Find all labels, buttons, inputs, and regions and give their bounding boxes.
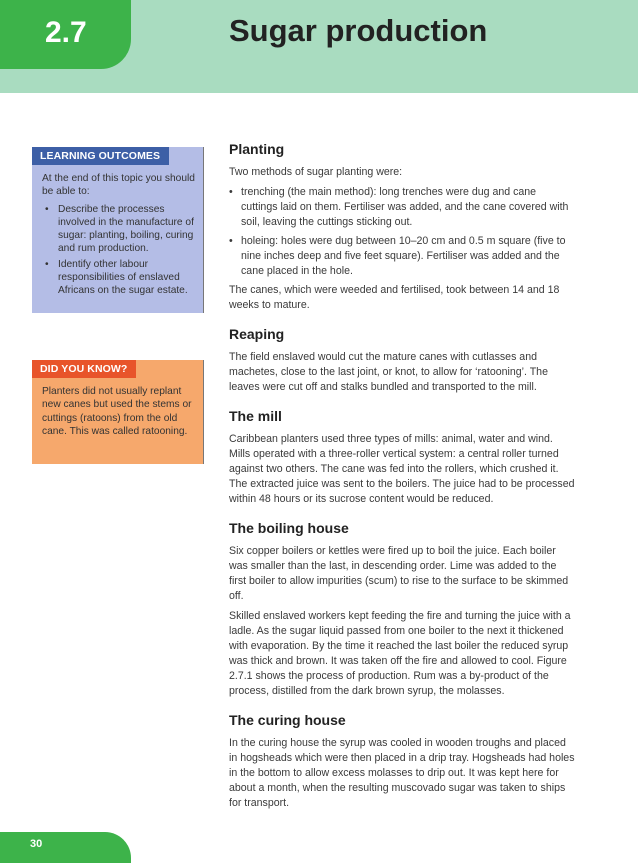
learning-outcomes-list — [42, 203, 202, 298]
paragraph: Skilled enslaved workers kept feeding the fire and turning the juice with a ladle. As the sugar liquid passed from one boiler to the next it thickened with evaporation. By the time it reached the last boiler the reduced syrup was thick and brown. It was taken off the fire and allowed to cool. Figure 2.7.1 shows the process of production. Rum was a by-product of the process, distilled from the dark brown syrup, the molasses. — [229, 610, 571, 697]
page-title: Sugar production — [229, 13, 488, 48]
section-reaping — [229, 326, 575, 395]
section-heading: The boiling house — [229, 520, 349, 536]
did-you-know-box — [32, 360, 204, 464]
learning-outcomes-box — [32, 147, 204, 313]
section-mill — [229, 408, 575, 507]
paragraph: The canes, which were weeded and fertilised, took between 14 and 18 weeks to mature. — [229, 284, 560, 311]
section-planting — [229, 141, 575, 313]
paragraph: In the curing house the syrup was cooled in wooden troughs and placed in hogsheads which were then placed in a drip tray. Hogsheads had holes in the bottom to allow excess molasses to drip out. It was kept here for about a month, when the resulting muscovado sugar was taken to ships for transport. — [229, 737, 575, 809]
main-content — [229, 141, 575, 824]
list-item: • trenching (the main method): long trenches were dug and cane cuttings laid on them. Fertiliser was added, and the cane covered with soil, leaving the cuttings sticking out. — [241, 185, 575, 230]
section-heading: The curing house — [229, 712, 346, 728]
paragraph: Caribbean planters used three types of mills: animal, water and wind. Mills operated with a three-roller vertical system: a central roller turned against two others. The cane was fed into the rollers, which crushed it. The extracted juice was sent to the boilers. The juice had to be processed within 48 hours or its sucrose content would be reduced. — [229, 433, 575, 505]
footer-tab — [0, 832, 131, 863]
paragraph: The field enslaved would cut the mature canes with cutlasses and machetes, close to the last joint, or knot, to allow for ‘ratooning’. The leaves were cut off and stalks bundled and transported to the mill. — [229, 351, 548, 393]
section-curing-house — [229, 712, 575, 811]
learning-outcomes-body — [42, 172, 202, 298]
planting-methods-list — [229, 185, 575, 279]
learning-outcomes-label: LEARNING OUTCOMES — [32, 147, 169, 165]
section-boiling-house — [229, 520, 575, 699]
paragraph: Two methods of sugar planting were: — [229, 166, 403, 178]
section-heading: The mill — [229, 408, 282, 424]
paragraph: Six copper boilers or kettles were fired up to boil the juice. Each boiler was smaller than the last, in descending order. Lime was added to the first boiler to allow impurities (scum) to rise to the surface to be skimmed off. — [229, 545, 569, 602]
did-you-know-label: DID YOU KNOW? — [32, 360, 136, 378]
section-heading: Reaping — [229, 326, 285, 342]
section-heading: Planting — [229, 141, 285, 157]
did-you-know-text: Planters did not usually replant new canes but used the stems or cuttings (ratoons) from the old cane. This was called ratooning. — [42, 386, 192, 437]
list-item: • holeing: holes were dug between 10–20 cm and 0.5 m square (five to nine inches deep and five feet square). Fertiliser was added and the cane placed in the hole. — [241, 234, 575, 279]
learning-outcomes-intro: At the end of this topic you should be able to: — [42, 173, 195, 198]
topic-number: 2.7 — [45, 16, 87, 49]
page-number: 30 — [30, 838, 43, 850]
list-item: • Identify other labour responsibilities of enslaved Africans on the sugar estate. — [58, 258, 202, 298]
list-item: • Describe the processes involved in the manufacture of sugar: planting, boiling, curing and rum production. — [58, 203, 202, 256]
